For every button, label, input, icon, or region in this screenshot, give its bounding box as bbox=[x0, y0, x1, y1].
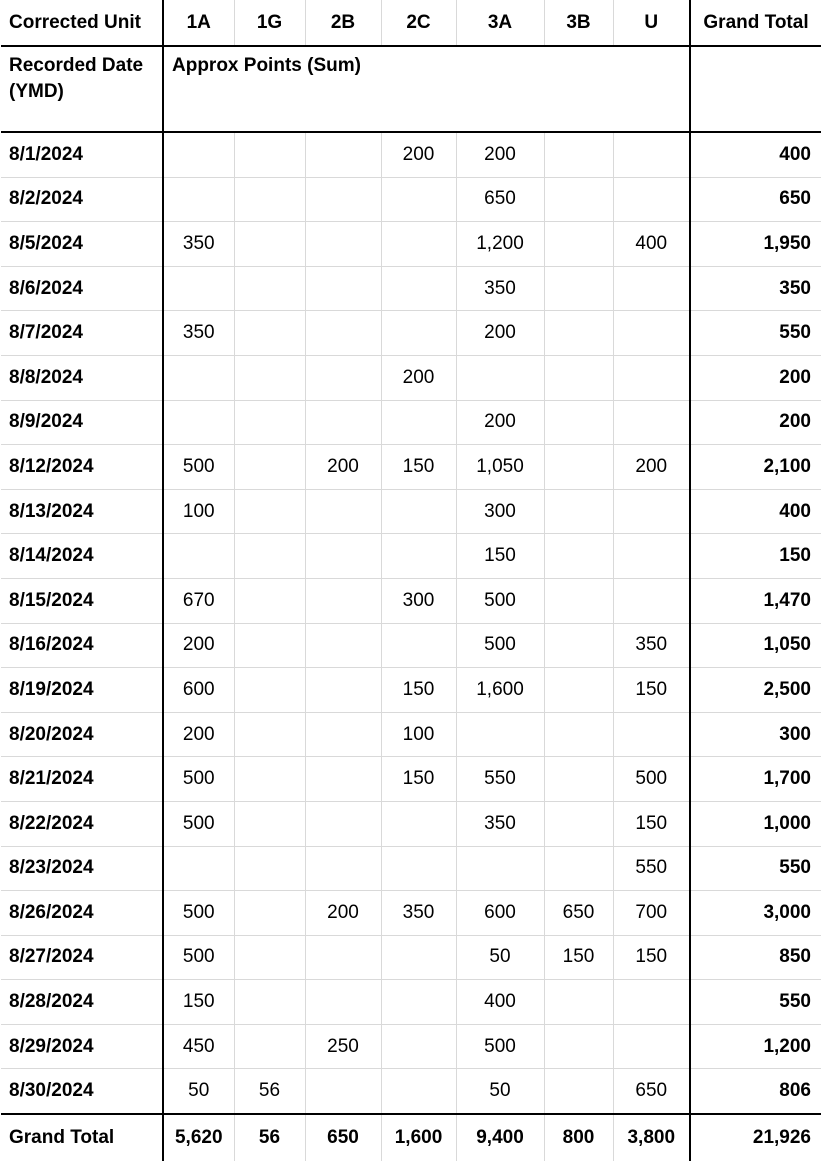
value-cell bbox=[234, 132, 305, 177]
value-cell bbox=[381, 177, 456, 222]
value-cell: 200 bbox=[456, 400, 544, 445]
table-row bbox=[1, 757, 821, 802]
value-cell bbox=[381, 801, 456, 846]
row-total: 1,200 bbox=[690, 1024, 821, 1069]
table-row bbox=[1, 712, 821, 757]
row-date[interactable]: 8/26/2024 bbox=[1, 891, 163, 936]
row-date[interactable]: 8/27/2024 bbox=[1, 935, 163, 980]
row-total: 400 bbox=[690, 489, 821, 534]
column-total: 5,620 bbox=[163, 1114, 234, 1161]
value-cell: 650 bbox=[613, 1069, 690, 1114]
table-row bbox=[1, 132, 821, 177]
value-cell bbox=[305, 801, 381, 846]
table-row bbox=[1, 891, 821, 936]
row-date[interactable]: 8/15/2024 bbox=[1, 578, 163, 623]
value-cell bbox=[613, 132, 690, 177]
value-cell: 600 bbox=[163, 668, 234, 713]
column-header-row bbox=[1, 0, 821, 46]
column-header[interactable]: 1A bbox=[163, 0, 234, 46]
row-total: 2,100 bbox=[690, 445, 821, 490]
value-cell: 200 bbox=[456, 311, 544, 356]
column-header[interactable]: 3B bbox=[544, 0, 613, 46]
value-cell: 400 bbox=[613, 222, 690, 267]
value-cell bbox=[234, 935, 305, 980]
value-cell: 150 bbox=[544, 935, 613, 980]
row-total: 550 bbox=[690, 311, 821, 356]
value-cell bbox=[234, 355, 305, 400]
value-cell bbox=[544, 801, 613, 846]
value-cell: 150 bbox=[381, 757, 456, 802]
value-cell bbox=[305, 132, 381, 177]
value-cell bbox=[381, 623, 456, 668]
value-cell: 200 bbox=[381, 355, 456, 400]
value-cell: 500 bbox=[163, 891, 234, 936]
grand-total-row-label: Grand Total bbox=[1, 1114, 163, 1161]
table-row bbox=[1, 935, 821, 980]
value-cell bbox=[234, 801, 305, 846]
value-cell: 350 bbox=[456, 801, 544, 846]
value-cell bbox=[234, 623, 305, 668]
row-total: 1,950 bbox=[690, 222, 821, 267]
value-cell bbox=[613, 311, 690, 356]
column-total: 56 bbox=[234, 1114, 305, 1161]
value-cell bbox=[544, 623, 613, 668]
value-cell bbox=[305, 177, 381, 222]
row-date[interactable]: 8/28/2024 bbox=[1, 980, 163, 1025]
row-date[interactable]: 8/21/2024 bbox=[1, 757, 163, 802]
row-date[interactable]: 8/29/2024 bbox=[1, 1024, 163, 1069]
row-total: 200 bbox=[690, 400, 821, 445]
value-cell bbox=[613, 400, 690, 445]
row-date[interactable]: 8/6/2024 bbox=[1, 266, 163, 311]
row-date[interactable]: 8/8/2024 bbox=[1, 355, 163, 400]
table-row bbox=[1, 1024, 821, 1069]
value-cell bbox=[305, 1069, 381, 1114]
row-date[interactable]: 8/19/2024 bbox=[1, 668, 163, 713]
table-row bbox=[1, 222, 821, 267]
row-total: 650 bbox=[690, 177, 821, 222]
grand-total-subheader bbox=[690, 46, 821, 132]
value-cell bbox=[544, 132, 613, 177]
value-cell bbox=[613, 712, 690, 757]
value-cell: 700 bbox=[613, 891, 690, 936]
value-cell bbox=[234, 891, 305, 936]
value-cell: 350 bbox=[163, 311, 234, 356]
value-cell bbox=[613, 578, 690, 623]
value-cell: 650 bbox=[544, 891, 613, 936]
table-row bbox=[1, 1069, 821, 1114]
value-cell: 250 bbox=[305, 1024, 381, 1069]
value-cell: 500 bbox=[163, 801, 234, 846]
table-row bbox=[1, 266, 821, 311]
value-cell: 200 bbox=[381, 132, 456, 177]
value-cell bbox=[234, 311, 305, 356]
table-row bbox=[1, 400, 821, 445]
column-header[interactable]: 1G bbox=[234, 0, 305, 46]
value-cell bbox=[544, 445, 613, 490]
value-cell bbox=[381, 935, 456, 980]
value-cell bbox=[163, 846, 234, 891]
value-cell: 150 bbox=[613, 801, 690, 846]
column-total: 9,400 bbox=[456, 1114, 544, 1161]
measure-label[interactable]: Approx Points (Sum) bbox=[163, 46, 690, 132]
value-cell bbox=[163, 400, 234, 445]
value-cell bbox=[456, 355, 544, 400]
table-row bbox=[1, 311, 821, 356]
row-date[interactable]: 8/1/2024 bbox=[1, 132, 163, 177]
value-cell bbox=[234, 222, 305, 267]
value-cell bbox=[381, 1024, 456, 1069]
value-cell bbox=[163, 266, 234, 311]
grand-total-header[interactable]: Grand Total bbox=[690, 0, 821, 46]
value-cell bbox=[544, 489, 613, 534]
value-cell bbox=[544, 712, 613, 757]
value-cell: 500 bbox=[163, 935, 234, 980]
row-total: 1,470 bbox=[690, 578, 821, 623]
value-cell bbox=[163, 355, 234, 400]
row-total: 550 bbox=[690, 980, 821, 1025]
value-cell: 500 bbox=[456, 578, 544, 623]
value-cell: 350 bbox=[613, 623, 690, 668]
value-cell bbox=[234, 266, 305, 311]
value-cell bbox=[305, 980, 381, 1025]
value-cell: 200 bbox=[305, 445, 381, 490]
value-cell: 670 bbox=[163, 578, 234, 623]
value-cell bbox=[544, 355, 613, 400]
row-total: 850 bbox=[690, 935, 821, 980]
value-cell bbox=[305, 266, 381, 311]
value-cell: 500 bbox=[163, 445, 234, 490]
table-row bbox=[1, 623, 821, 668]
value-cell: 500 bbox=[456, 623, 544, 668]
table-row bbox=[1, 846, 821, 891]
value-cell bbox=[163, 177, 234, 222]
value-cell: 150 bbox=[163, 980, 234, 1025]
value-cell: 150 bbox=[613, 935, 690, 980]
value-cell bbox=[544, 311, 613, 356]
value-cell: 200 bbox=[163, 623, 234, 668]
value-cell bbox=[234, 846, 305, 891]
value-cell: 200 bbox=[305, 891, 381, 936]
value-cell bbox=[305, 623, 381, 668]
row-date[interactable]: 8/30/2024 bbox=[1, 1069, 163, 1114]
value-cell bbox=[234, 489, 305, 534]
value-cell bbox=[381, 534, 456, 579]
row-total: 400 bbox=[690, 132, 821, 177]
value-cell: 150 bbox=[381, 445, 456, 490]
value-cell bbox=[381, 222, 456, 267]
value-cell: 50 bbox=[163, 1069, 234, 1114]
value-cell bbox=[381, 846, 456, 891]
value-cell bbox=[234, 177, 305, 222]
value-cell: 300 bbox=[381, 578, 456, 623]
row-total: 1,000 bbox=[690, 801, 821, 846]
value-cell bbox=[305, 935, 381, 980]
value-cell bbox=[456, 712, 544, 757]
value-cell: 500 bbox=[163, 757, 234, 802]
row-date[interactable]: 8/22/2024 bbox=[1, 801, 163, 846]
value-cell bbox=[381, 400, 456, 445]
value-cell bbox=[305, 534, 381, 579]
table-row bbox=[1, 668, 821, 713]
row-total: 806 bbox=[690, 1069, 821, 1114]
value-cell bbox=[544, 980, 613, 1025]
value-cell: 50 bbox=[456, 935, 544, 980]
pivot-table bbox=[1, 0, 821, 1161]
value-cell: 150 bbox=[456, 534, 544, 579]
row-date[interactable]: 8/12/2024 bbox=[1, 445, 163, 490]
value-cell: 550 bbox=[613, 846, 690, 891]
table-row bbox=[1, 177, 821, 222]
value-cell bbox=[305, 578, 381, 623]
row-total: 300 bbox=[690, 712, 821, 757]
value-cell: 100 bbox=[163, 489, 234, 534]
value-cell bbox=[381, 311, 456, 356]
value-cell bbox=[613, 1024, 690, 1069]
value-cell bbox=[613, 355, 690, 400]
value-cell bbox=[544, 534, 613, 579]
row-total: 350 bbox=[690, 266, 821, 311]
grand-total-row bbox=[1, 1114, 821, 1161]
value-cell bbox=[305, 311, 381, 356]
column-header[interactable]: 2C bbox=[381, 0, 456, 46]
value-cell: 56 bbox=[234, 1069, 305, 1114]
column-total: 1,600 bbox=[381, 1114, 456, 1161]
value-cell bbox=[613, 534, 690, 579]
row-date[interactable]: 8/13/2024 bbox=[1, 489, 163, 534]
value-cell bbox=[305, 757, 381, 802]
row-total: 150 bbox=[690, 534, 821, 579]
row-date[interactable]: 8/16/2024 bbox=[1, 623, 163, 668]
table-row bbox=[1, 355, 821, 400]
table-row bbox=[1, 534, 821, 579]
column-total: 3,800 bbox=[613, 1114, 690, 1161]
value-cell: 150 bbox=[381, 668, 456, 713]
value-cell bbox=[613, 980, 690, 1025]
value-cell bbox=[544, 1069, 613, 1114]
value-cell: 1,050 bbox=[456, 445, 544, 490]
value-cell bbox=[381, 1069, 456, 1114]
value-cell bbox=[234, 534, 305, 579]
value-cell: 1,600 bbox=[456, 668, 544, 713]
row-field-label[interactable]: Recorded Date (YMD) bbox=[1, 46, 163, 132]
value-cell bbox=[544, 757, 613, 802]
value-cell bbox=[544, 400, 613, 445]
overall-grand-total: 21,926 bbox=[690, 1114, 821, 1161]
row-date[interactable]: 8/20/2024 bbox=[1, 712, 163, 757]
row-total: 2,500 bbox=[690, 668, 821, 713]
value-cell: 350 bbox=[163, 222, 234, 267]
row-total: 1,050 bbox=[690, 623, 821, 668]
value-cell bbox=[456, 846, 544, 891]
value-cell: 550 bbox=[456, 757, 544, 802]
row-date[interactable]: 8/5/2024 bbox=[1, 222, 163, 267]
value-cell bbox=[234, 1024, 305, 1069]
value-cell bbox=[305, 489, 381, 534]
value-cell: 450 bbox=[163, 1024, 234, 1069]
row-date[interactable]: 8/2/2024 bbox=[1, 177, 163, 222]
row-date[interactable]: 8/23/2024 bbox=[1, 846, 163, 891]
value-cell bbox=[381, 489, 456, 534]
value-cell bbox=[305, 400, 381, 445]
value-cell bbox=[544, 1024, 613, 1069]
value-cell bbox=[544, 668, 613, 713]
value-cell bbox=[613, 177, 690, 222]
value-cell: 500 bbox=[613, 757, 690, 802]
table-row bbox=[1, 578, 821, 623]
value-cell bbox=[381, 980, 456, 1025]
value-cell bbox=[163, 534, 234, 579]
value-cell bbox=[234, 668, 305, 713]
row-total: 200 bbox=[690, 355, 821, 400]
value-cell bbox=[234, 578, 305, 623]
value-cell: 500 bbox=[456, 1024, 544, 1069]
row-total: 1,700 bbox=[690, 757, 821, 802]
row-date[interactable]: 8/7/2024 bbox=[1, 311, 163, 356]
value-cell bbox=[234, 712, 305, 757]
value-cell bbox=[305, 712, 381, 757]
value-cell bbox=[613, 489, 690, 534]
value-cell: 200 bbox=[456, 132, 544, 177]
value-cell: 200 bbox=[613, 445, 690, 490]
value-cell bbox=[544, 177, 613, 222]
column-total: 650 bbox=[305, 1114, 381, 1161]
column-header[interactable]: U bbox=[613, 0, 690, 46]
value-cell bbox=[381, 266, 456, 311]
value-cell bbox=[234, 757, 305, 802]
value-cell: 150 bbox=[613, 668, 690, 713]
value-cell: 650 bbox=[456, 177, 544, 222]
value-cell bbox=[544, 578, 613, 623]
value-cell: 350 bbox=[456, 266, 544, 311]
value-cell: 600 bbox=[456, 891, 544, 936]
value-cell bbox=[544, 846, 613, 891]
value-cell: 400 bbox=[456, 980, 544, 1025]
value-cell bbox=[544, 266, 613, 311]
value-cell bbox=[234, 445, 305, 490]
corner-header[interactable]: Corrected Unit bbox=[1, 0, 163, 46]
value-cell bbox=[305, 355, 381, 400]
table-row bbox=[1, 801, 821, 846]
column-header[interactable]: 3A bbox=[456, 0, 544, 46]
table-row bbox=[1, 445, 821, 490]
value-cell: 300 bbox=[456, 489, 544, 534]
value-cell: 1,200 bbox=[456, 222, 544, 267]
value-cell bbox=[544, 222, 613, 267]
value-cell bbox=[163, 132, 234, 177]
value-cell bbox=[305, 846, 381, 891]
row-total: 550 bbox=[690, 846, 821, 891]
value-cell: 200 bbox=[163, 712, 234, 757]
row-date[interactable]: 8/14/2024 bbox=[1, 534, 163, 579]
value-cell: 100 bbox=[381, 712, 456, 757]
value-cell bbox=[305, 668, 381, 713]
value-cell bbox=[234, 980, 305, 1025]
row-total: 3,000 bbox=[690, 891, 821, 936]
value-cell bbox=[613, 266, 690, 311]
column-total: 800 bbox=[544, 1114, 613, 1161]
row-date[interactable]: 8/9/2024 bbox=[1, 400, 163, 445]
column-header[interactable]: 2B bbox=[305, 0, 381, 46]
value-cell: 50 bbox=[456, 1069, 544, 1114]
table-row bbox=[1, 489, 821, 534]
value-cell: 350 bbox=[381, 891, 456, 936]
value-cell bbox=[234, 400, 305, 445]
table-row bbox=[1, 980, 821, 1025]
value-cell bbox=[305, 222, 381, 267]
subheader-row bbox=[1, 46, 821, 132]
